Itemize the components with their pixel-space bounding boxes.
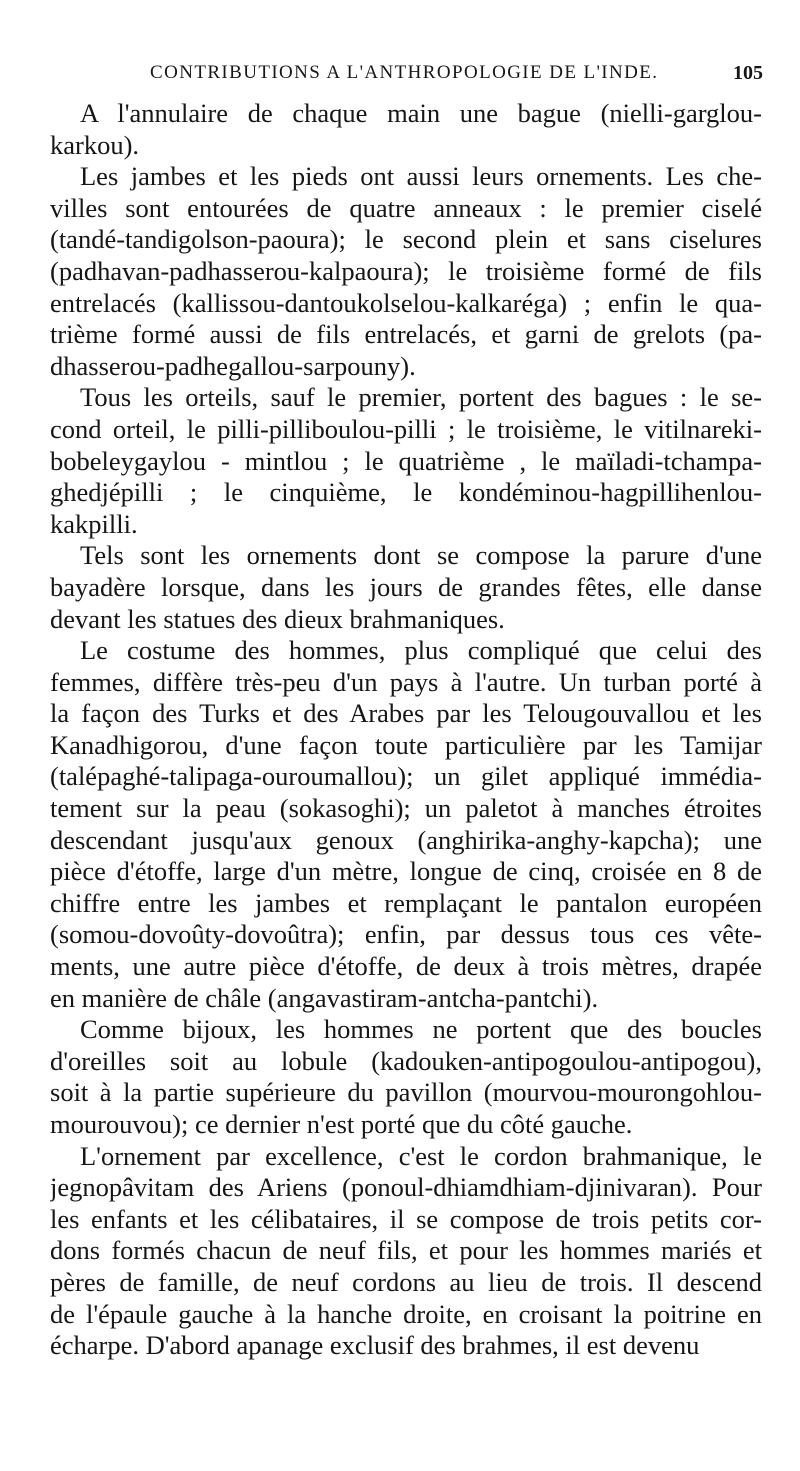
text-line: les enfants et les célibataires, il se compose de trois petits cor- [50, 1203, 762, 1234]
text-line: (somou-dovoûty-dovoûtra); enfin, par dessus tous ces vête- [50, 919, 762, 950]
text-line: Comme bijoux, les hommes ne portent que des boucles [80, 1014, 762, 1045]
text-line: bobeleygaylou - mintlou ; le quatrième , le maïladi-tchampa- [50, 445, 762, 476]
text-line: descendant jusqu'aux genoux (anghirika-anghy-kapcha); une [50, 824, 762, 855]
text-line: ments, une autre pièce d'étoffe, de deux à trois mètres, drapée [50, 951, 762, 982]
text-line: cond orteil, le pilli-pilliboulou-pilli ; le troisième, le vitilnareki- [50, 413, 762, 444]
text-line: (padhavan-padhasserou-kalpaoura); le troisième formé de fils [50, 255, 762, 286]
text-line: femmes, diffère très-peu d'un pays à l'autre. Un turban porté à [50, 666, 762, 697]
text-line: soit à la partie supérieure du pavillon (mourvou-mourongohlou- [50, 1077, 762, 1108]
text-line: entrelacés (kallissou-dantoukolselou-kalkaréga) ; enfin le qua- [50, 287, 762, 318]
text-line: A l'annulaire de chaque main une bague (nielli-garglou- [80, 98, 762, 128]
text-line: de l'épaule gauche à la hanche droite, en croisant la poitrine en [50, 1298, 762, 1329]
text-line: trième formé aussi de fils entrelacés, et garni de grelots (pa- [50, 319, 762, 350]
text-line: mourouvou); ce dernier n'est porté que du côté gauche. [50, 1109, 633, 1139]
page-number: 105 [733, 62, 763, 84]
running-title: CONTRIBUTIONS A L'ANTHROPOLOGIE DE L'INDE. [150, 62, 659, 83]
text-line: la façon des Turks et des Arabes par les Telougouvallou et les [50, 698, 762, 729]
text-line: pères de famille, de neuf cordons au lieu de trois. Il descend [50, 1266, 762, 1297]
paragraph [50, 540, 762, 635]
paragraph [50, 98, 762, 161]
text-line: dhasserou-padhegallou-sarpouny). [50, 350, 416, 381]
text-line: karkou). [50, 129, 140, 160]
paragraph [50, 382, 762, 540]
text-line: Les jambes et les pieds ont aussi leurs ornements. Les che- [80, 161, 762, 192]
text-line: Tels sont les ornements dont se compose la parure d'une [80, 540, 762, 571]
text-line: (talépaghé-talipaga-ouroumallou); un gilet appliqué immédia- [50, 761, 762, 792]
text-line: kakpilli. [50, 508, 138, 539]
text-line: devant les statues des dieux brahmaniques. [50, 603, 505, 634]
text-line: jegnopâvitam des Ariens (ponoul-dhiamdhiam-djinivaran). Pour [50, 1172, 762, 1203]
text-line: L'ornement par excellence, c'est le cordon brahmanique, le [80, 1140, 762, 1171]
text-line: tement sur la peau (sokasoghi); un paletot à manches étroites [50, 793, 762, 824]
text-line: chiffre entre les jambes et remplaçant le pantalon européen [50, 887, 762, 918]
text-line: ghedjépilli ; le cinquième, le kondéminou-hagpillihenlou- [50, 477, 762, 508]
paragraph [50, 1014, 762, 1140]
paragraph [50, 635, 762, 1014]
text-line: Tous les orteils, sauf le premier, portent des bagues : le se- [80, 382, 762, 413]
text-line: Kanadhigorou, d'une façon toute particulière par les Tamijar [50, 729, 762, 760]
text-line: bayadère lorsque, dans les jours de grandes fêtes, elle danse [50, 571, 762, 602]
text-line: Le costume des hommes, plus compliqué que celui des [80, 635, 762, 666]
body-text [50, 98, 762, 1362]
text-line: écharpe. D'abord apanage exclusif des brahmes, il est devenu [50, 1330, 700, 1361]
text-line: (tandé-tandigolson-paoura); le second plein et sans ciselures [50, 224, 762, 255]
text-line: d'oreilles soit au lobule (kadouken-antipogoulou-antipogou), [50, 1045, 762, 1076]
text-line: villes sont entourées de quatre anneaux : le premier ciselé [50, 192, 762, 223]
running-head [50, 62, 765, 90]
paragraph [50, 161, 762, 382]
paragraph [50, 1141, 762, 1362]
text-line: dons formés chacun de neuf fils, et pour les hommes mariés et [50, 1235, 762, 1266]
text-line: pièce d'étoffe, large d'un mètre, longue de cinq, croisée en 8 de [50, 856, 762, 887]
text-line: en manière de châle (angavastiram-antcha-pantchi). [50, 982, 599, 1013]
